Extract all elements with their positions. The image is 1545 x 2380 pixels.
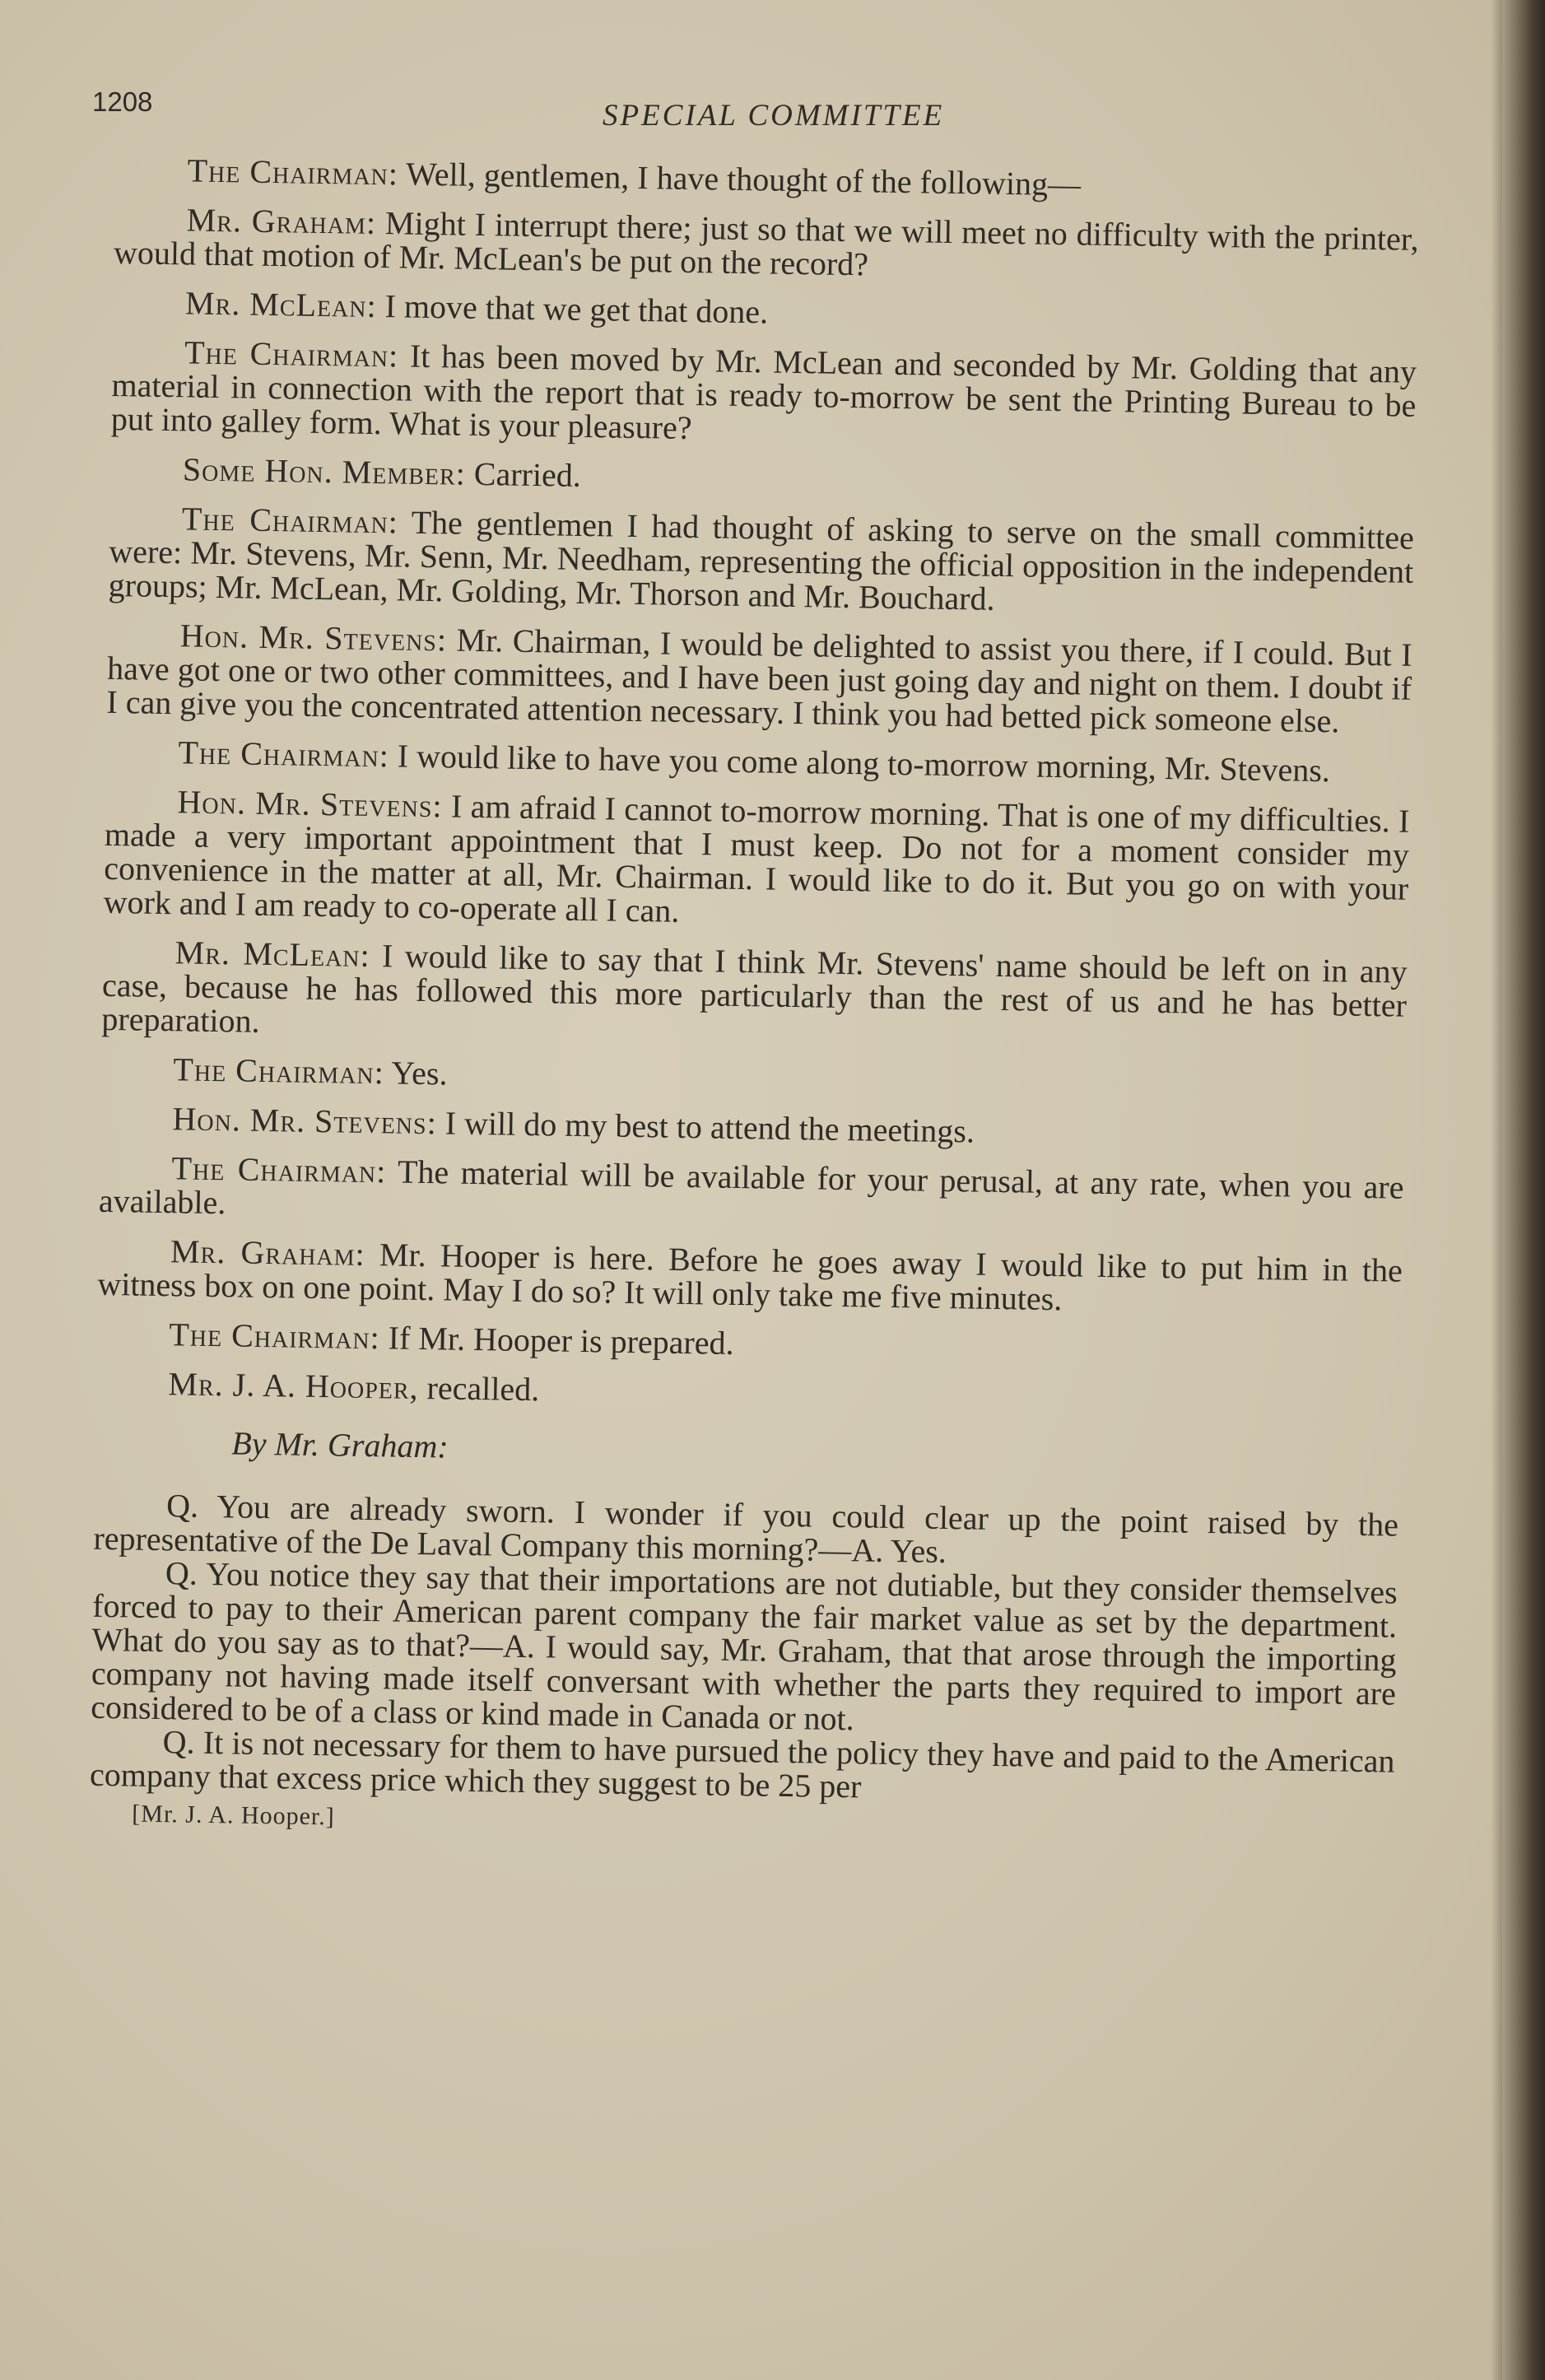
transcript-paragraph (99, 1150, 1404, 1238)
book-binding (1502, 0, 1545, 2380)
examiner-byline: By Mr. Graham: (231, 1424, 449, 1465)
transcript-body (89, 152, 1420, 1851)
speech-text: Well, gentlemen, I have thought of the following— (398, 155, 1082, 203)
transcript-paragraph (114, 202, 1419, 290)
witness-name: Mr. J. A. Hooper, (168, 1365, 420, 1406)
speaker-name: The Chairman: (184, 333, 399, 375)
transcript-paragraph (103, 784, 1409, 939)
speech-text: The gentlemen I had thought of asking to serve on the small committee were: Mr. Stevens, Mr. Senn, Mr. Needham, representing the official opposition in the independent groups; Mr. McLean, Mr. Golding, Mr. Thorson and Mr. Bouchard. (108, 503, 1415, 617)
speaker-name: Hon. Mr. Stevens: (179, 617, 448, 659)
speaker-name: The Chairman: (171, 1149, 387, 1190)
transcript-paragraph (110, 451, 1415, 505)
question-answer: Q. It is not necessary for them to have pursued the policy they have and paid to the American company that excess price which they suggest to be 25 per (89, 1723, 1395, 1805)
speaker-name: Mr. Graham: (170, 1232, 366, 1273)
speech-text: I will do my best to attend the meetings. (436, 1104, 975, 1150)
speaker-name: The Chairman: (169, 1316, 381, 1357)
speech-text: Carried. (465, 454, 582, 494)
speech-text: If Mr. Hooper is prepared. (379, 1319, 734, 1362)
speech-text: recalled. (418, 1368, 540, 1409)
speaker-name: Mr. McLean: (175, 934, 371, 974)
transcript-paragraph (113, 285, 1417, 339)
transcript-paragraph (100, 1051, 1405, 1106)
binding-shadow (1491, 0, 1502, 2380)
transcript-paragraph (114, 152, 1419, 207)
speaker-name: Hon. Mr. Stevens: (172, 1100, 438, 1142)
speech-text: Mr. Chairman, I would be delighted to assist you there, if I could. But I have got one or two other committees, and I have been just going day and night on them. I doubt if I can give you the concentrated attention necessary. I think you had betted pick someone else. (106, 621, 1412, 740)
question-answer: Q. You are already sworn. I wonder if you could clear up the point raised by the representative of the De Laval Company this morning?—A. Yes. (93, 1487, 1399, 1571)
page-footer-speaker: [Mr. J. A. Hooper.] (132, 1800, 336, 1831)
speech-text: Yes. (384, 1054, 448, 1092)
speaker-name: The Chairman: (187, 151, 399, 193)
speaker-name: Mr. Graham: (186, 201, 377, 241)
transcript-paragraph (106, 617, 1412, 739)
speaker-name: The Chairman: (173, 1050, 385, 1092)
speech-text: The material will be available for your perusal, at any rate, when you are available. (98, 1153, 1404, 1222)
speaker-name: The Chairman: (178, 734, 390, 775)
transcript-paragraph (95, 1366, 1400, 1420)
speech-text: Might I interrupt there; just so that we will meet no difficulty with the printer, would that motion of Mr. McLean's be put on the record? (113, 203, 1419, 283)
speech-text: I would like to say that I think Mr. Stevens' name should be left on in any case, because he has followed this more particularly than the rest of us and he has better preparation. (101, 936, 1408, 1040)
speech-text: I move that we get that done. (376, 287, 769, 331)
speech-text: I am afraid I cannot to-morrow morning. That is one of my difficulties. I made a very important appointment that I must keep. Do not for a moment consider my convenience in the matter at all, Mr. Chairman. I would like to do it. But you go on with your work and I am ready to co-operate all I can. (103, 787, 1410, 929)
transcript-paragraph (96, 1316, 1401, 1371)
transcript-paragraph (101, 934, 1408, 1056)
transcript-paragraph (100, 1101, 1404, 1155)
speaker-name: Hon. Mr. Stevens: (177, 783, 443, 825)
transcript-paragraph (108, 501, 1414, 622)
transcript-paragraph (111, 334, 1417, 456)
transcript-paragraph (105, 734, 1410, 789)
speaker-name: The Chairman: (181, 500, 399, 541)
page-number: 1208 (92, 86, 153, 117)
running-head: SPECIAL COMMITTEE (603, 99, 945, 133)
question-answer: Q. You notice they say that their importations are not dutiable, but they consider themselves forced to pay to their American parent company the fair market value as set by the department. What do you say as to that?—A. I would say, Mr. Graham, that that arose through the importing company not having made itself conversant with whether the parts they required to import are considered to be of a class or kind made in Canada or not. (90, 1554, 1398, 1738)
page-header (92, 86, 1409, 144)
transcript-paragraph (97, 1233, 1403, 1321)
speech-text: Mr. Hooper is here. Before he goes away I would like to put him in the witness box on one point. May I do so? It will only take me five minutes. (97, 1235, 1403, 1318)
speech-text: I would like to have you come along to-morrow morning, Mr. Stevens. (389, 737, 1331, 789)
speaker-name: Some Hon. Member: (182, 450, 467, 492)
speaker-name: Mr. McLean: (184, 284, 378, 325)
speech-text: It has been moved by Mr. McLean and seconded by Mr. Golding that any material in connection with the report that is ready to-morrow be sent the Printing Bureau to be put into galley form. What is your pleasure? (110, 337, 1417, 447)
